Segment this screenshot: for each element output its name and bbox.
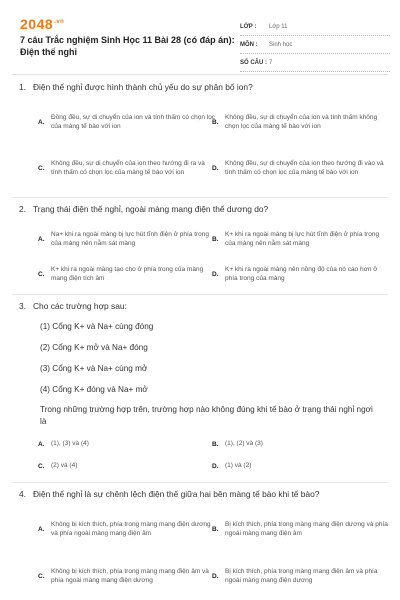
option-text: Bị kích thích, phía trong màng mang điện âm và phía ngoài màng mang điện dương — [225, 567, 378, 584]
question-3 — [12, 300, 388, 312]
option-letter: A. — [38, 525, 45, 533]
meta-value: 7 — [269, 59, 273, 66]
option-text: Không đều, sự di chuyển của ion và tính thấm không chọn lọc của màng tế bào với ion — [225, 113, 378, 130]
option-text: Không bị kích thích, phía trong màng mang điện dương và phía ngoài màng mang điện âm — [51, 520, 211, 537]
meta-row-subject — [240, 36, 390, 54]
option-text: K+ khi ra ngoài màng nên nồng độ của nó cao hơn ở phía trong của màng — [225, 265, 378, 282]
question-stem — [12, 488, 388, 500]
question-note: Trong những trường hợp trên, trường hợp nào không đúng khi tế bào ở trạng thái nghỉ ngơi là — [40, 405, 373, 426]
question-stem — [12, 81, 388, 93]
question-divider — [12, 294, 388, 295]
meta-row-class — [240, 18, 390, 36]
case-item: (2) Cổng K+ mở và Na+ đóng — [40, 343, 148, 352]
option-letter: C. — [38, 270, 45, 278]
question-4 — [12, 488, 388, 500]
page-header — [12, 10, 390, 68]
option-letter: B. — [212, 235, 219, 243]
option-text: Không đều, sự di chuyển của ion theo hướng đi ra và tính thấm có chọn lọc của màng tế bào với ion — [51, 159, 205, 176]
option-text: Không bị kích thích, phía trong màng mang điện âm và phía ngoài màng mang điện dương — [51, 567, 209, 584]
question-number: 4. — [19, 489, 26, 499]
option-letter: C. — [38, 572, 45, 580]
question-stem — [12, 300, 388, 312]
case-item: (1) Cổng K+ và Na+ cùng đóng — [40, 322, 154, 331]
meta-row-count — [240, 54, 390, 72]
question-number: 2. — [19, 204, 26, 214]
option-letter: D. — [212, 270, 219, 278]
option-3b[interactable] — [212, 438, 362, 450]
option-3d[interactable] — [212, 460, 362, 472]
site-logo[interactable]: $2048^{.vn}$ — [20, 16, 65, 32]
option-3c[interactable] — [38, 460, 188, 472]
case-item: (3) Cổng K+ và Na+ cùng mở — [40, 364, 148, 373]
option-letter: A. — [38, 235, 45, 243]
header-divider — [12, 74, 388, 75]
option-letter: B. — [212, 118, 219, 126]
option-letter: C. — [38, 164, 45, 172]
option-text: (1), (2) và (3) — [225, 440, 263, 448]
option-1d[interactable] — [212, 148, 388, 188]
question-text: Điện thế nghỉ được hình thành chủ yếu do sự phân bố ion? — [33, 82, 253, 92]
option-2c[interactable] — [38, 259, 214, 289]
meta-key: SỐ CÂU : — [240, 59, 267, 66]
option-letter: B. — [212, 525, 219, 533]
meta-key: MÔN : — [240, 41, 258, 48]
question-divider — [12, 482, 388, 483]
meta-table — [240, 18, 390, 72]
option-letter: A. — [38, 440, 45, 448]
option-text: (1), (3) và (4) — [51, 440, 89, 448]
option-text: Không đều, sự di chuyển của ion theo hướng đi vào và tính thấm có chọn lọc của màng tế bào với ion — [225, 159, 384, 176]
option-letter: D. — [212, 164, 219, 172]
meta-value: Sinh học — [269, 41, 293, 48]
case-item: (4) Cổng K+ đóng và Na+ mở — [40, 385, 148, 394]
option-text: K+ khi ra ngoài màng bị lực hút tĩnh điện ở phía trong của màng nên nằm sát màng — [225, 230, 380, 247]
option-2d[interactable] — [212, 259, 388, 289]
option-text: Na+ khi ra ngoài màng bị lực hút tĩnh điện ở phía trong của màng nên nằm sát màng — [51, 230, 210, 247]
option-1a[interactable] — [38, 104, 218, 140]
question-text: Trạng thái điện thế nghỉ, ngoài màng mang điện thế dương do? — [33, 204, 269, 214]
meta-value: Lớp 11 — [269, 23, 288, 30]
question-number: 3. — [19, 301, 26, 311]
option-letter: C. — [38, 462, 45, 470]
option-letter: B. — [212, 440, 219, 448]
option-3a[interactable] — [38, 438, 188, 450]
option-1c[interactable] — [38, 148, 214, 188]
option-4d[interactable] — [212, 556, 388, 596]
option-2b[interactable] — [212, 224, 388, 254]
option-1b[interactable] — [212, 104, 388, 140]
question-2 — [12, 203, 388, 215]
option-text: (1) và (2) — [225, 462, 252, 470]
question-text: Cho các trường hợp sau: — [33, 301, 127, 311]
document-title: 7 câu Trắc nghiệm Sinh Học 11 Bài 28 (có đáp án): Điện thế nghỉ — [20, 35, 235, 57]
option-letter: D. — [212, 462, 219, 470]
question-stem — [12, 203, 388, 215]
option-text: (2) và (4) — [51, 462, 78, 470]
question-1 — [12, 81, 388, 93]
meta-key: LỚP : — [240, 23, 257, 30]
option-letter: D. — [212, 572, 219, 580]
option-text: Bị kích thích, phía trong màng mang điện dương và phía ngoài màng mang điện âm — [225, 520, 388, 537]
option-4c[interactable] — [38, 556, 214, 596]
option-4b[interactable] — [212, 510, 388, 548]
option-2a[interactable] — [38, 224, 214, 254]
option-text: K+ khi ra ngoài màng tạo cho ở phía trong của màng mang điện tích âm — [51, 265, 204, 282]
option-letter: A. — [38, 118, 45, 126]
question-number: 1. — [19, 82, 26, 92]
option-4a[interactable] — [38, 510, 214, 548]
question-text: Điện thế nghỉ là sự chênh lệch điện thế giữa hai bên màng tế bào khi tế bào? — [33, 489, 320, 499]
option-text: Đồng đều, sự di chuyển của ion và tính thấm có chọn lọc của màng tế bào với ion — [51, 113, 216, 130]
question-divider — [12, 197, 388, 198]
